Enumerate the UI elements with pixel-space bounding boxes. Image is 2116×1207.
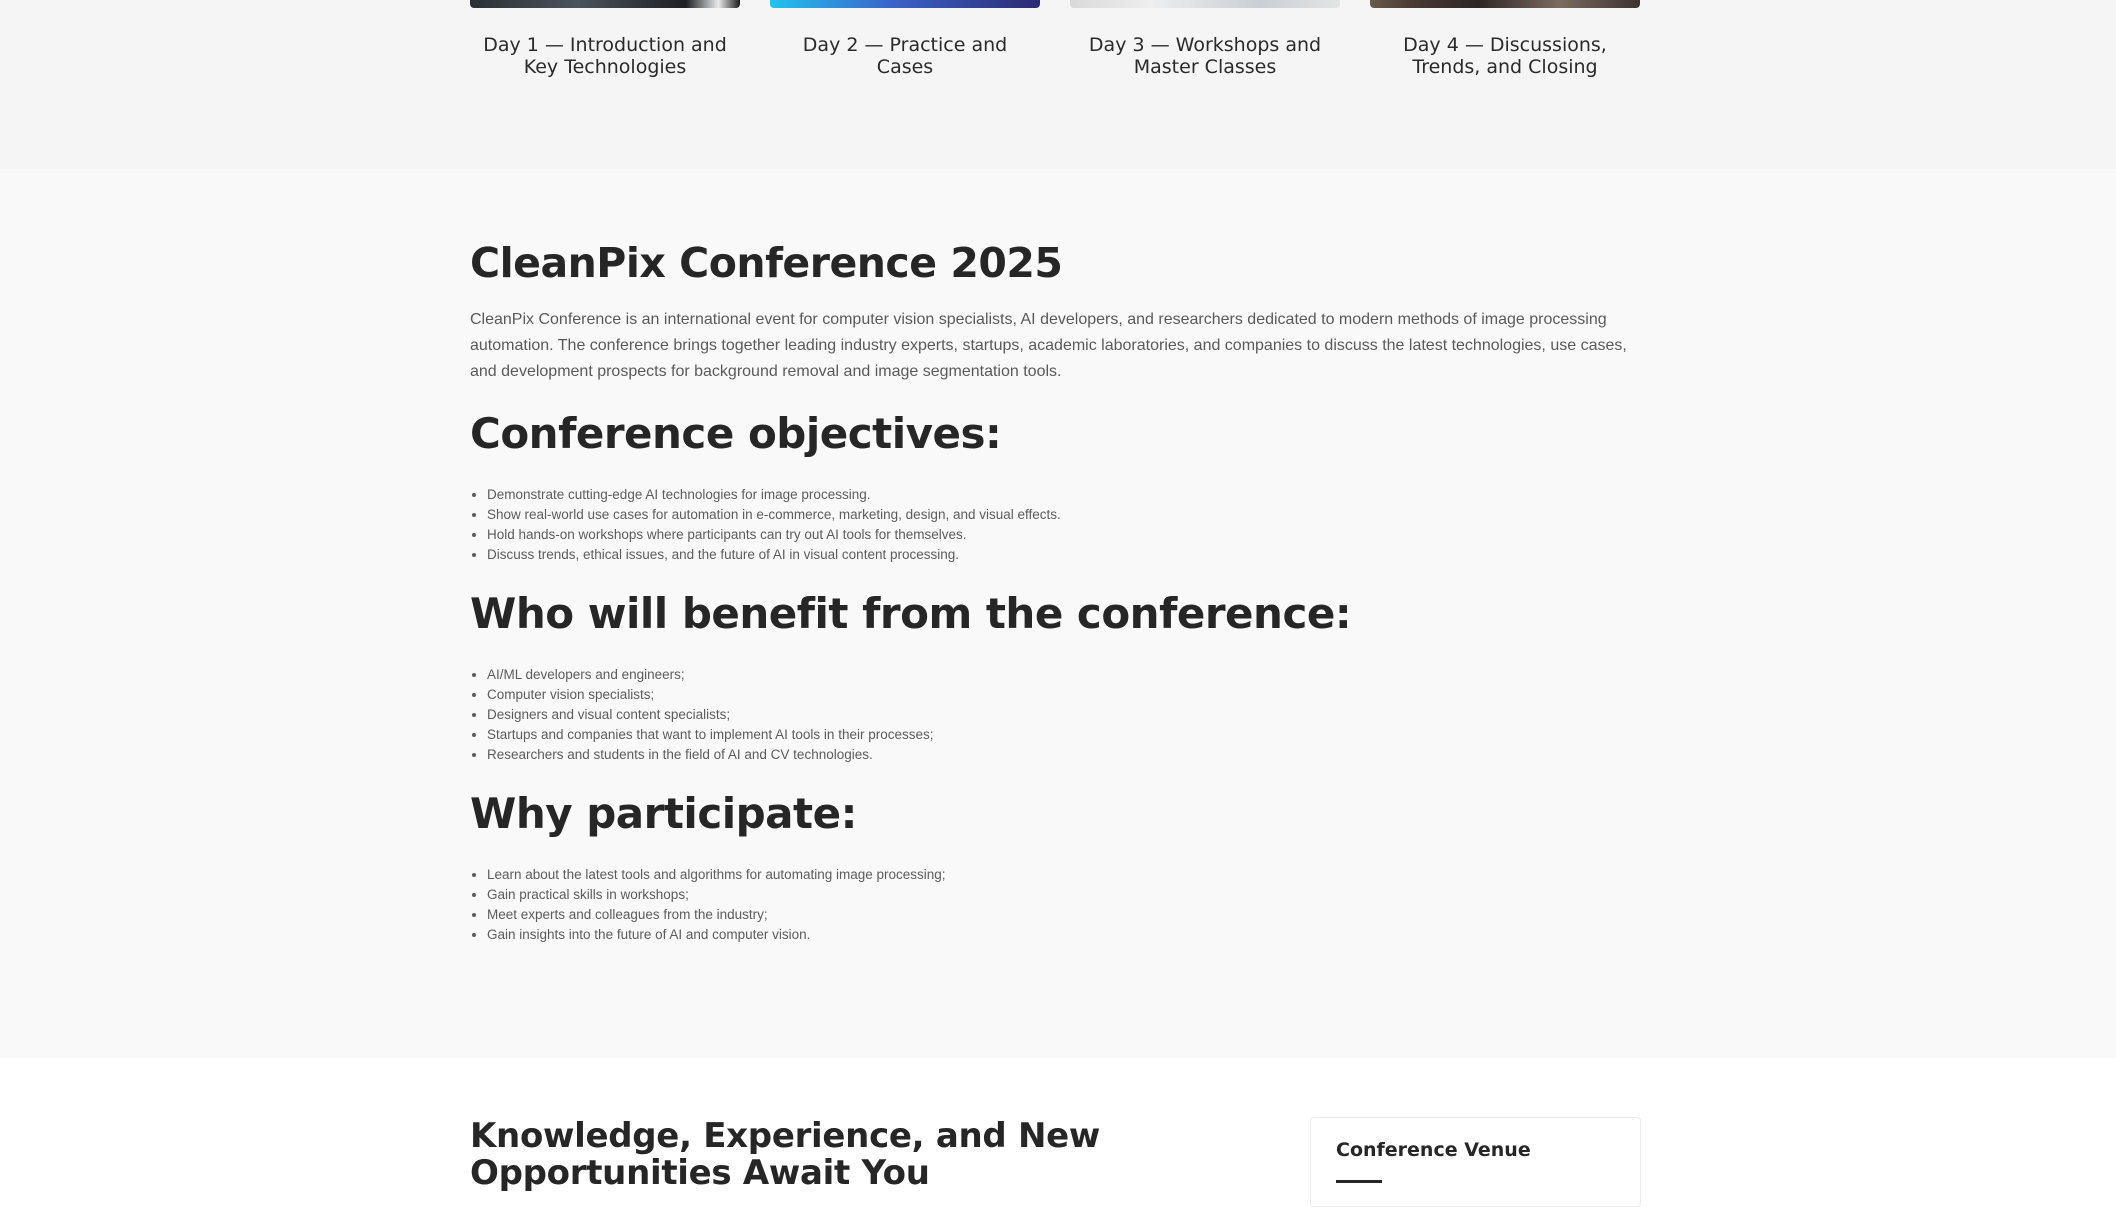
list-item: Show real-world use cases for automation in e-commerce, marketing, design, and visual effects. [487,505,1640,525]
why-list [470,865,1640,945]
day-2-thumbnail[interactable] [770,0,1040,8]
list-item: Discuss trends, ethical issues, and the future of AI in visual content processing. [487,545,1640,565]
list-item: Computer vision specialists; [487,685,1640,705]
opportunities-heading: Knowledge, Experience, and New Opportunities Await You [470,1116,1100,1193]
audience-list [470,665,1640,765]
day-3-title[interactable]: Day 3 — Workshops and Master Classes [1088,34,1322,78]
day-1-thumbnail[interactable] [470,0,740,8]
list-item: Designers and visual content specialists; [487,705,1640,725]
list-item: Meet experts and colleagues from the industry; [487,905,1640,925]
venue-card [1310,1117,1641,1207]
about-section [0,169,2116,1058]
list-item: AI/ML developers and engineers; [487,665,1640,685]
opportunities-section [0,1058,2116,1193]
about-content [470,239,1640,945]
why-heading: Why participate: [470,789,857,838]
list-item: Gain insights into the future of AI and computer vision. [487,925,1640,945]
day-card-4[interactable] [1370,0,1640,78]
day-card-3[interactable] [1070,0,1340,78]
day-4-thumbnail[interactable] [1370,0,1640,8]
venue-title: Conference Venue [1336,1139,1531,1161]
conference-intro: CleanPix Conference is an international event for computer vision specialists, AI developers, and researchers dedicated to modern methods of image processing automation. The conference brings together leading industry experts, startups, academic laboratories, and companies to discuss the latest technologies, use cases, and development prospects for background removal and image segmentation tools. [470,311,1627,380]
day-card-1[interactable] [470,0,740,78]
conference-title: CleanPix Conference 2025 [470,239,1063,287]
objectives-list [470,485,1640,565]
list-item: Gain practical skills in workshops; [487,885,1640,905]
day-1-title[interactable]: Day 1 — Introduction and Key Technologies [483,34,727,78]
list-item: Demonstrate cutting-edge AI technologies for image processing. [487,485,1640,505]
day-card-2[interactable] [770,0,1040,78]
list-item: Researchers and students in the field of AI and CV technologies. [487,745,1640,765]
day-3-thumbnail[interactable] [1070,0,1340,8]
venue-title-underline [1336,1180,1382,1183]
day-2-title[interactable]: Day 2 — Practice and Cases [802,34,1008,78]
audience-heading: Who will benefit from the conference: [470,589,1352,638]
objectives-heading: Conference objectives: [470,409,1002,458]
list-item: Learn about the latest tools and algorithms for automating image processing; [487,865,1640,885]
days-section [0,0,2116,169]
list-item: Startups and companies that want to implement AI tools in their processes; [487,725,1640,745]
day-4-title[interactable]: Day 4 — Discussions, Trends, and Closing [1403,34,1607,78]
list-item: Hold hands-on workshops where participants can try out AI tools for themselves. [487,525,1640,545]
